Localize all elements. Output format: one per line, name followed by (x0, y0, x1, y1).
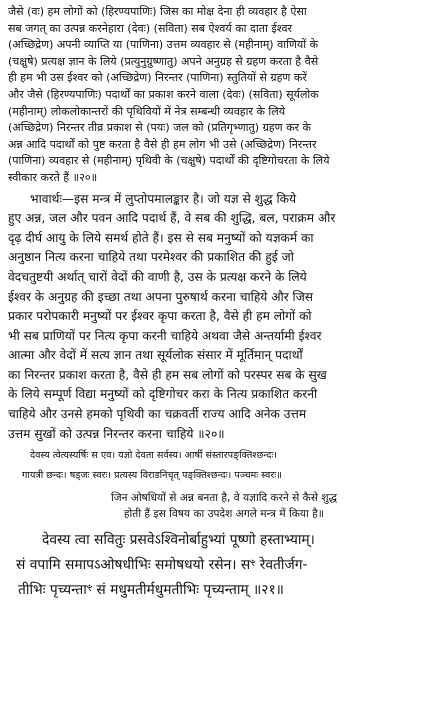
text-line: प्रकार परोपकारी मनुष्यों पर ईश्वर कृपा करता है, वैसे ही हम लोगों को (8, 309, 312, 324)
text-line: भी सब प्राणियों पर नित्य कृपा करनी चाहिये अथवा जैसे अन्तर्यामी ईश्वर (8, 328, 322, 343)
text-line: अन्न आदि पदार्थों को पुष्ट करता है वैसे ही हम लोग भी उसे (अच्छिद्रेण) निरन्तर (8, 137, 317, 151)
text-line: आत्मा और वेदों में सत्य ज्ञान तथा सूर्यलोक संसार में मूर्तिमान् पदार्थों (8, 348, 303, 363)
text-line: अनुष्ठान नित्य करना चाहिये तथा परमेश्वर की प्रकाशित की हुई जो (8, 250, 294, 265)
text-line: उत्तम सुखों को उत्पन्न निरन्तर करना चाहिये ॥२०॥ (8, 426, 225, 441)
mantra-metadata (8, 446, 440, 486)
text-line: (अच्छिद्रेण) अपनी व्याप्ति या (पाणिना) उत्तम व्यवहार से (महीनाम्) वाणियों के (8, 38, 319, 52)
text-line: दृढ़ दीर्घ आयु के लिये समर्थ होते हैं। इस से सब मनुष्यों को यज्ञकर्म का (8, 230, 314, 245)
text-line: वेदचतुष्टयी अर्थात् चारों वेदों की वाणी है, उस के प्रत्यक्ष करने के लिये (8, 269, 307, 284)
text-line: सब जगत् का उत्पन्न करनेहारा (देवः) (सविता) सब ऐश्वर्य का दाता ईश्वर (8, 21, 293, 35)
note-line: जिन ओषधियों से अन्न बनता है, वे यज्ञादि करने से कैसे शुद्ध (110, 492, 338, 505)
text-line: (पाणिना) व्यवहार से (महीनाम्) पृथिवी के (चक्षुषे) पदार्थों की दृष्टिगोचरता के लिये (8, 154, 330, 168)
text-line: का निरन्तर प्रकाश करता है, वैसे ही हम सब लोगों को परस्पर सब के सुख (8, 367, 327, 382)
text-line: ही हम भी उस ईश्वर को (अच्छिद्रेण) निरन्तर (पाणिना) स्तुतियों से ग्रहण करें (8, 71, 307, 85)
mantra-line: सं वपामि समापऽओषधीभिः समोषधयो रसेन। सꣳ रेवतीर्जग- (16, 557, 308, 574)
mantra-line: देवस्य त्वा सवितुः प्रसवेऽश्विनोर्बाहुभ्यां पूष्णो हस्ताभ्याम्। (42, 532, 315, 549)
sanskrit-mantra (8, 528, 440, 603)
metadata-line: गायत्री छन्दः। षड्जः स्वरः। प्रत्यस्य विराडनिचृत् पङ्क्तिश्छन्दः। पञ्चमः स्वरः॥ (22, 470, 282, 482)
bhavarth-first-line (8, 190, 440, 210)
text-line: जैसे (वः) हम लोगों को (हिरण्यपाणिः) जिस का मोक्ष देना ही व्यवहार है ऐसा (8, 5, 307, 18)
bhavarth-label: भावार्थः (30, 191, 62, 206)
text-line: चाहिये और उनसे हमको पृथिवी का चक्रवर्ती राज्य आदि अनेक उत्तम (8, 407, 307, 422)
note-line: होती हैं इस विषय का उपदेश अगले मन्त्र में किया है॥ (123, 508, 325, 521)
text-line: और जैसे (हिरण्यपाणिः) पदार्थों का प्रकाश करने वाला (देवः) (सविता) सूर्यलोक (8, 87, 319, 101)
text-line: ईश्वर के अनुग्रह की इच्छा तथा अपना पुरुषार्थ करना चाहिये और जिस (8, 289, 313, 304)
text-line: (महीनाम्) लोकलोकान्तरों की पृथिवियों में नेत्र सम्बन्धी व्यवहार के लिये (8, 104, 286, 118)
text-line: स्वीकार करते हैं ॥२०॥ (8, 170, 98, 184)
text-line: के लिये सम्पूर्ण विद्या मनुष्यों को दृष्टिगोचर करा के नित्य प्रकाशित करनी (8, 387, 318, 402)
text-line: (अच्छिद्रेण) निरन्तर तीव्र प्रकाश से (पयः) जल को (प्रतिगृभ्णातु) ग्रहण कर के (8, 121, 311, 135)
topic-introduction (8, 490, 440, 522)
metadata-line: देवस्य त्वेत्यस्यर्षिः स एव। यज्ञो देवता सर्वस्य। आर्षी संस्तारपङ्क्तिश्छन्दः। (30, 450, 277, 462)
mantra-line: तीभिः पृच्यन्ताꣳ सं मधुमतीर्मधुमतीभिः पृच्यन्ताम् ॥२१॥ (18, 582, 284, 599)
padarth-translation (8, 4, 440, 187)
text-line: हुए अन्न, जल और पवन आदि पदार्थ हैं, वे सब की शुद्धि, बल, पराक्रम और (8, 211, 336, 226)
bhavarth-section (8, 190, 440, 445)
bhavarth-first-text: —इस मन्त्र में लुप्तोपमालङ्कार है। जो यज्ञ से शुद्ध किये (61, 191, 297, 206)
text-line: (चक्षुषे) प्रत्यक्ष ज्ञान के लिये (प्रत्युनुग्रुष्णातु) अपने अनुग्रह से ग्रहण करता है वैसे (8, 54, 319, 68)
